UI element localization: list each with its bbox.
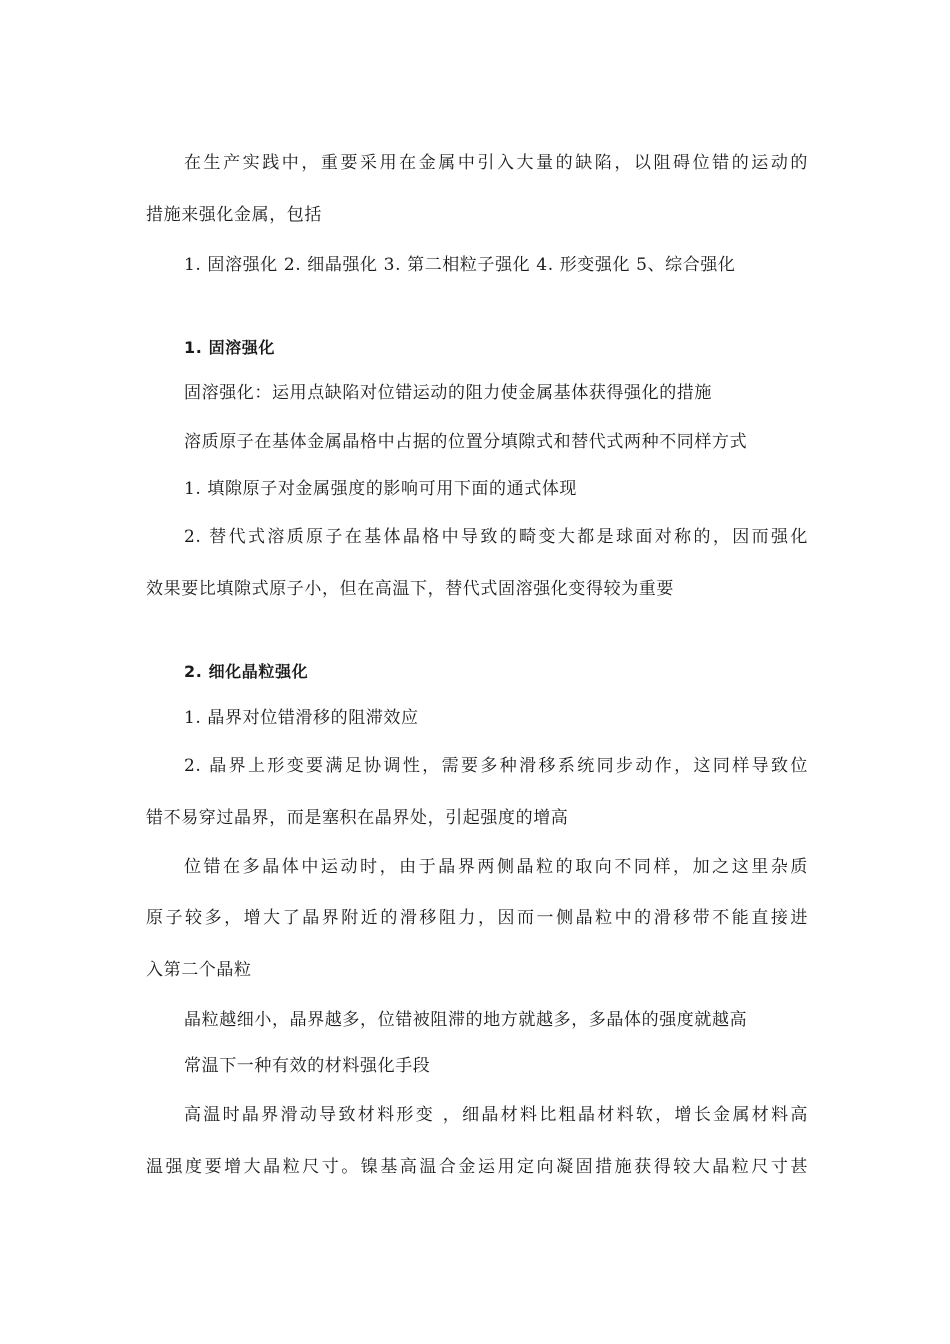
interstitial-item: 1. 填隙原子对金属强度的影响可用下面的通式体现 — [184, 479, 578, 499]
intro-paragraph-line-2: 措施来强化金属，包括 — [146, 205, 322, 225]
solute-atom-positions: 溶质原子在基体金属晶格中占据的位置分填隙式和替代式两种不同样方式 — [184, 432, 748, 452]
high-temperature-paragraph-line-2: 温强度要增大晶粒尺寸。镍基高温合金运用定向凝固措施获得较大晶粒尺寸甚 — [146, 1157, 808, 1177]
grain-boundary-item-2-line-2: 错不易穿过晶界，而是塞积在晶界处，引起强度的增高 — [146, 808, 569, 828]
solid-solution-definition: 固溶强化：运用点缺陷对位错运动的阻力使金属基体获得强化的措施 — [184, 383, 712, 403]
room-temperature-paragraph: 常温下一种有效的材料强化手段 — [184, 1056, 431, 1076]
fine-grain-paragraph: 晶粒越细小，晶界越多，位错被阻滞的地方就越多，多晶体的强度就越高 — [184, 1010, 748, 1030]
section-1-heading: 1. 固溶强化 — [184, 338, 275, 357]
polycrystal-paragraph-line-3: 入第二个晶粒 — [146, 960, 252, 980]
intro-paragraph-line-1: 在生产实践中，重要采用在金属中引入大量的缺陷，以阻碍位错的运动的 — [184, 153, 808, 173]
substitutional-item-line-2: 效果要比填隙式原子小，但在高温下，替代式固溶强化变得较为重要 — [146, 579, 674, 599]
grain-boundary-item-1: 1. 晶界对位错滑移的阻滞效应 — [184, 708, 419, 728]
section-2-heading: 2. 细化晶粒强化 — [184, 662, 309, 681]
polycrystal-paragraph-line-1: 位错在多晶体中运动时，由于晶界两侧晶粒的取向不同样，加之这里杂质 — [184, 857, 808, 877]
polycrystal-paragraph-line-2: 原子较多，增大了晶界附近的滑移阻力，因而一侧晶粒中的滑移带不能直接进 — [146, 908, 808, 928]
grain-boundary-item-2-line-1: 2. 晶界上形变要满足协调性，需要多种滑移系统同步动作，这同样导致位 — [184, 756, 808, 776]
strengthening-methods-list: 1. 固溶强化 2. 细晶强化 3. 第二相粒子强化 4. 形变强化 5、综合强化 — [184, 255, 736, 275]
high-temperature-paragraph-line-1: 高温时晶界滑动导致材料形变 ，细晶材料比粗晶材料软，增长金属材料高 — [184, 1105, 808, 1125]
substitutional-item-line-1: 2. 替代式溶质原子在基体晶格中导致的畸变大都是球面对称的，因而强化 — [184, 527, 808, 547]
